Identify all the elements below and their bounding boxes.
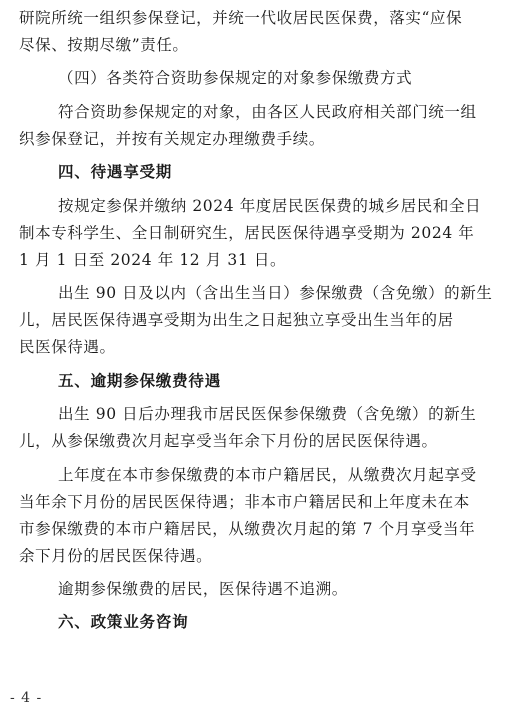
body-text-line: 余下月份的居民医保待遇。	[19, 547, 213, 565]
body-text-line: 尽保、按期尽缴”责任。	[19, 36, 189, 54]
section-heading: 四、待遇享受期	[58, 163, 173, 181]
body-text-line: 民医保待遇。	[19, 338, 116, 356]
body-text-line: 织参保登记，并按有关规定办理缴费手续。	[19, 130, 325, 148]
body-text-line: 符合资助参保规定的对象，由各区人民政府相关部门统一组	[58, 103, 477, 121]
body-text-line: 研院所统一组织参保登记，并统一代收居民医保费，落实“应保	[19, 9, 463, 27]
section-heading: 五、逾期参保缴费待遇	[58, 372, 222, 390]
page-number: - 4 -	[10, 690, 43, 706]
body-text-line: 上年度在本市参保缴费的本市户籍居民，从缴费次月起享受	[58, 466, 477, 484]
body-text-line: 1 月 1 日至 2024 年 12 月 31 日。	[19, 251, 287, 269]
body-text-line: 逾期参保缴费的居民，医保待遇不追溯。	[58, 580, 348, 598]
body-text-line: （四）各类符合资助参保规定的对象参保缴费方式	[58, 69, 413, 87]
body-text-line: 市参保缴费的本市户籍居民，从缴费次月起的第 7 个月享受当年	[19, 520, 476, 538]
body-text-line: 出生 90 日后办理我市居民医保参保缴费（含免缴）的新生	[58, 405, 477, 423]
body-text-line: 出生 90 日及以内（含出生当日）参保缴费（含免缴）的新生	[58, 284, 493, 302]
body-text-line: 当年余下月份的居民医保待遇；非本市户籍居民和上年度未在本	[19, 493, 470, 511]
section-heading: 六、政策业务咨询	[58, 613, 189, 631]
body-text-line: 制本专科学生、全日制研究生，居民医保待遇享受期为 2024 年	[19, 224, 475, 242]
body-text-line: 按规定参保并缴纳 2024 年度居民医保费的城乡居民和全日	[58, 197, 482, 215]
body-text-line: 儿，居民医保待遇享受期为出生之日起独立享受出生当年的居	[19, 311, 454, 329]
body-text-line: 儿，从参保缴费次月起享受当年余下月份的居民医保待遇。	[19, 432, 438, 450]
